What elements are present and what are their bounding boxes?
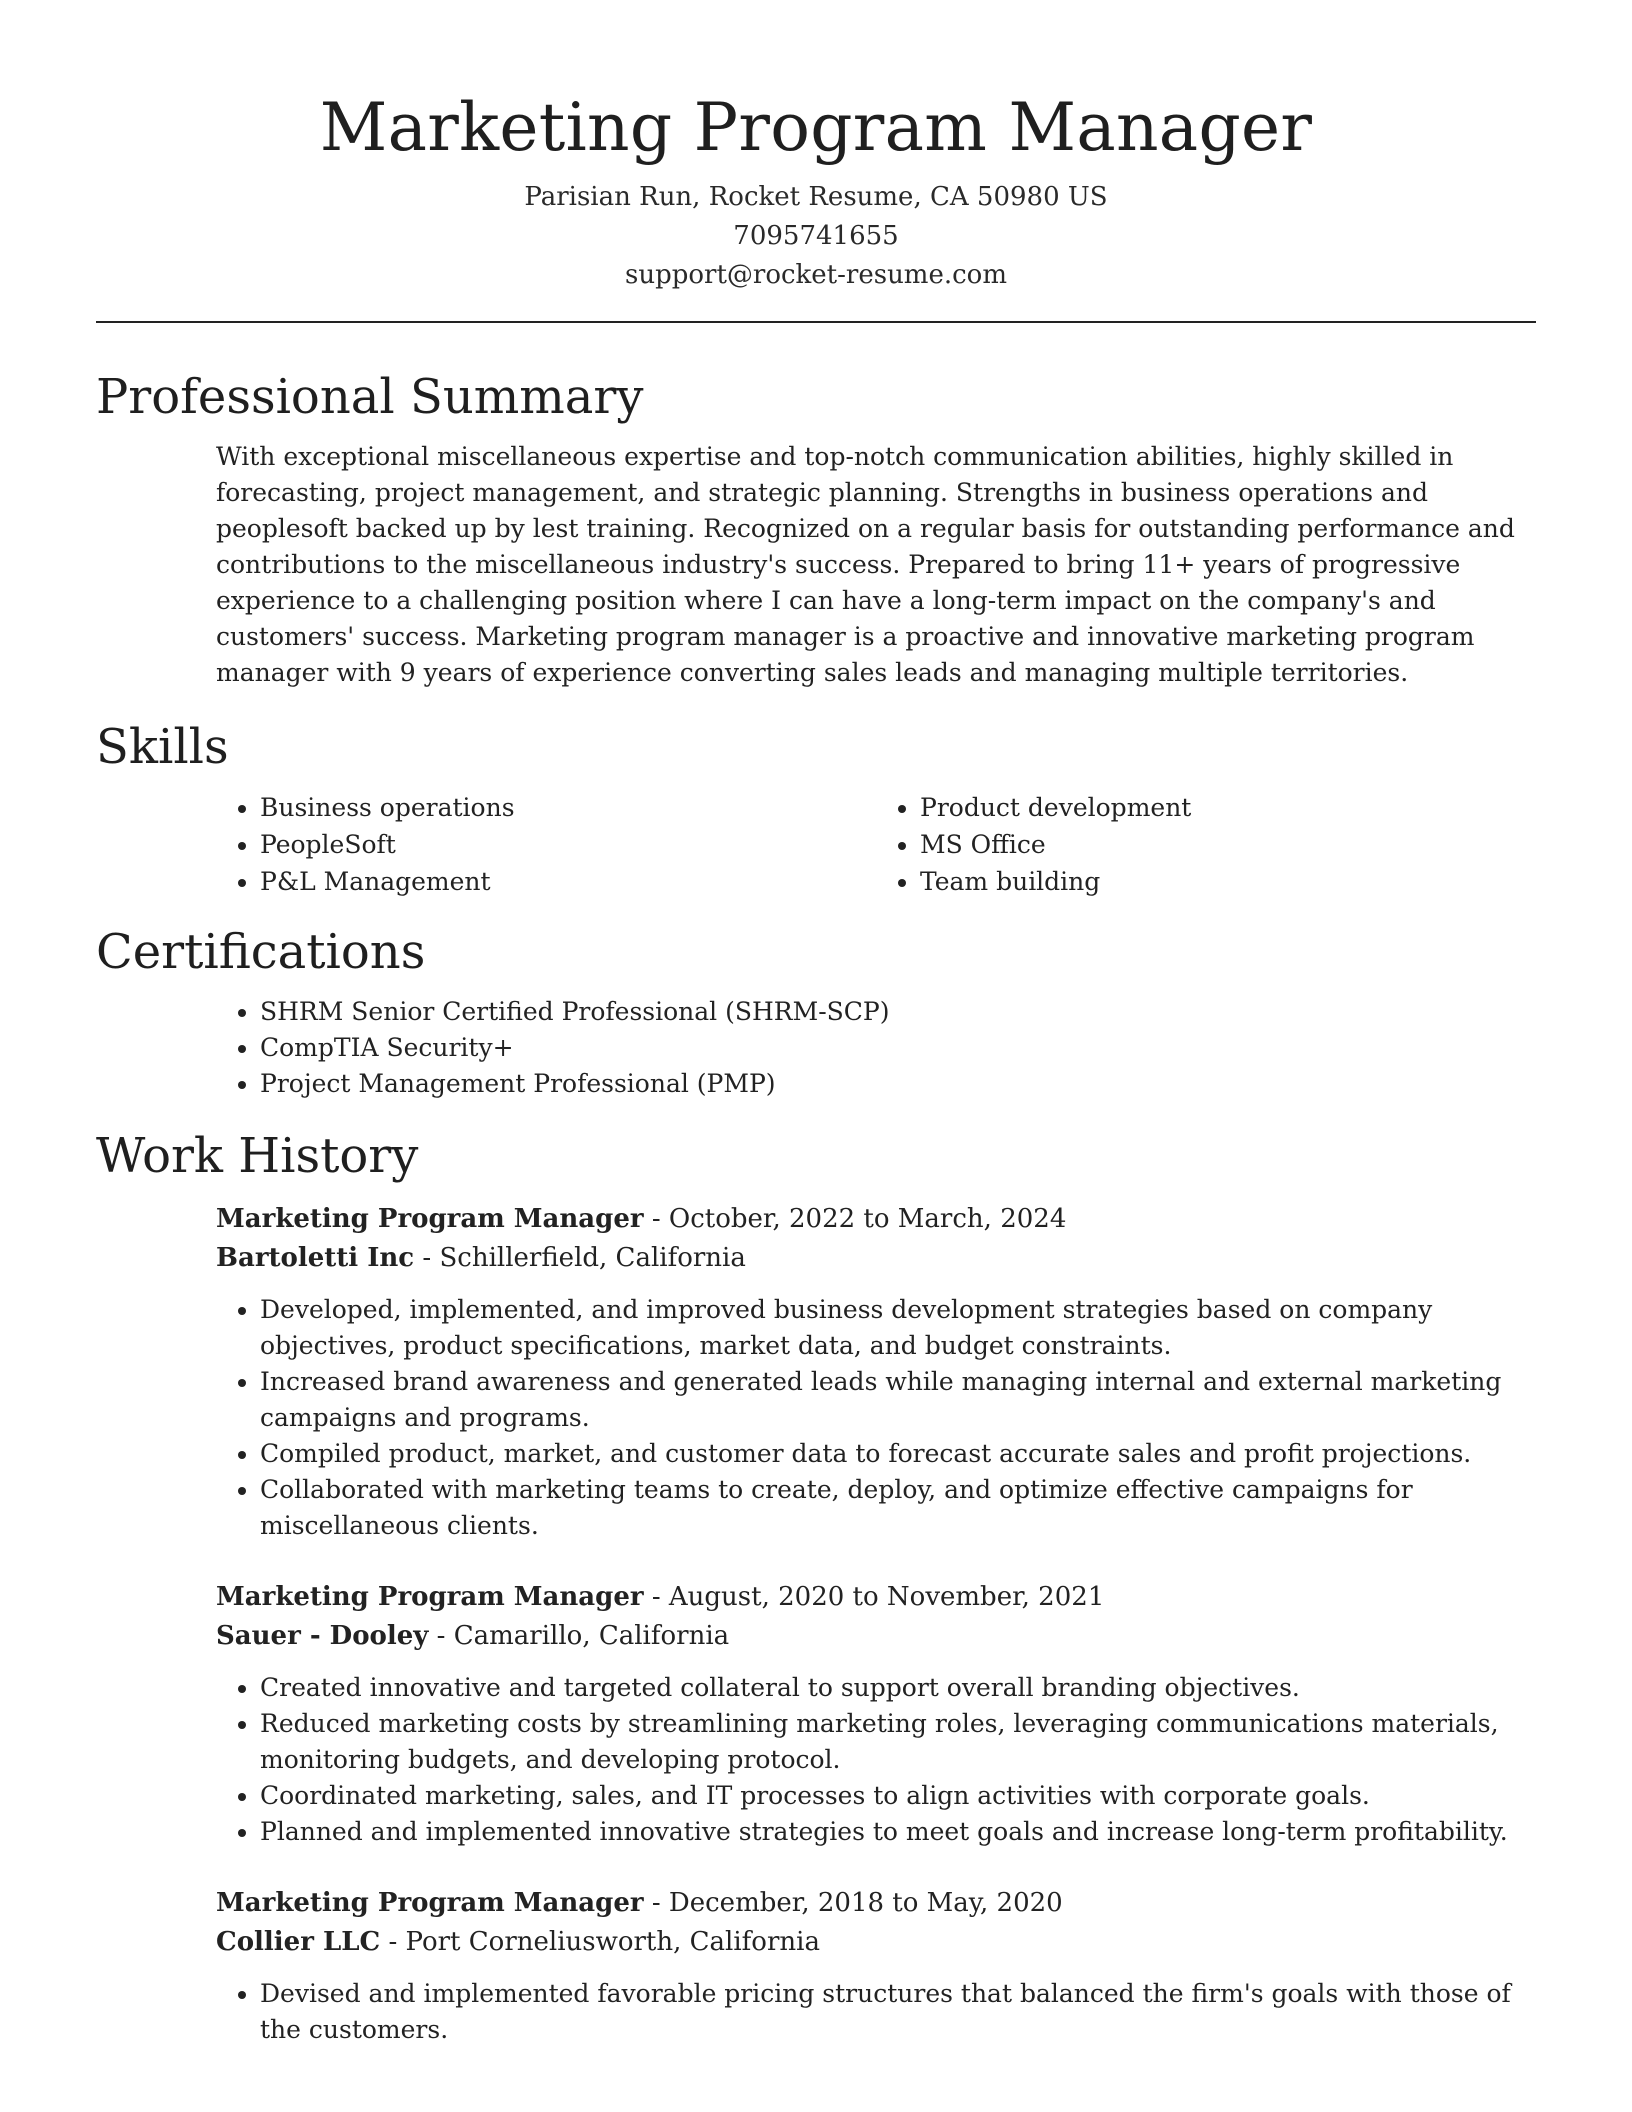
- contact-phone: 7095741655: [733, 221, 899, 251]
- job-location: - Port Corneliusworth, California: [380, 1927, 820, 1957]
- skill-item: • PeopleSoft: [260, 826, 876, 863]
- job-bullet: • Collaborated with marketing teams to create, deploy, and optimize effective campaigns for miscellaneous clients.: [260, 1472, 1536, 1544]
- skills-column-left: [216, 789, 876, 900]
- header-divider: [96, 321, 1536, 323]
- skill-item: • Team building: [920, 863, 1536, 900]
- job-entry: [216, 1200, 1536, 1544]
- job-company: Collier LLC: [216, 1927, 381, 1957]
- skill-item: • MS Office: [920, 826, 1536, 863]
- job-title-line: [216, 1884, 1536, 1923]
- job-title: Marketing Program Manager: [216, 1582, 644, 1612]
- certification-item: • SHRM Senior Certified Professional (SHRM-SCP): [260, 994, 1536, 1030]
- job-company-line: [216, 1239, 1536, 1278]
- section-heading-work: Work History: [96, 1128, 419, 1184]
- contact-email: support@rocket-resume.com: [624, 260, 1007, 290]
- job-bullet: • Reduced marketing costs by streamlining marketing roles, leveraging communications materials, monitoring budgets, and developing protocol.: [260, 1706, 1536, 1778]
- job-title-line: [216, 1578, 1536, 1617]
- job-bullet-list: [216, 1292, 1536, 1544]
- job-title: Marketing Program Manager: [216, 1204, 644, 1234]
- job-title-line: [216, 1200, 1536, 1239]
- section-heading-certifications: Certifications: [96, 924, 426, 980]
- job-company: Sauer - Dooley: [216, 1621, 429, 1651]
- job-dates: - December, 2018 to May, 2020: [643, 1888, 1063, 1918]
- job-bullet: • Developed, implemented, and improved business development strategies based on company objectives, product specifications, market data, and budget constraints.: [260, 1292, 1536, 1364]
- job-location: - Camarillo, California: [428, 1621, 730, 1651]
- skill-item: • Product development: [920, 789, 1536, 826]
- job-entry: [216, 1884, 1536, 2048]
- job-bullet: • Increased brand awareness and generated leads while managing internal and external marketing campaigns and programs.: [260, 1364, 1536, 1436]
- skill-item: • Business operations: [260, 789, 876, 826]
- skills-grid: [216, 789, 1536, 900]
- job-company-line: [216, 1923, 1536, 1962]
- section-summary: [96, 367, 1536, 691]
- section-work-history: [96, 1126, 1536, 2048]
- job-bullet: • Planned and implemented innovative strategies to meet goals and increase long-term profitability.: [260, 1814, 1536, 1850]
- certification-list: [216, 994, 1536, 1102]
- job-dates: - August, 2020 to November, 2021: [643, 1582, 1105, 1612]
- job-company-line: [216, 1617, 1536, 1656]
- job-bullet-list: [216, 1670, 1536, 1850]
- summary-text: With exceptional miscellaneous expertise and top-notch communication abilities, highly skilled in forecasting, project management, and strategic planning. Strengths in business operations and peoplesoft backed up by lest training. Recognized on a regular basis for outstanding performance and contributions to the miscellaneous industry's success. Prepared to bring 11+ years of progressive experience to a challenging position where I can have a long-term impact on the company's and customers' success. Marketing program manager is a proactive and innovative marketing program manager with 9 years of experience converting sales leads and managing multiple territories.: [216, 442, 1515, 687]
- job-bullet: • Created innovative and targeted collateral to support overall branding objectives.: [260, 1670, 1536, 1706]
- skills-column-right: [876, 789, 1536, 900]
- section-certifications: [96, 922, 1536, 1102]
- job-dates: - October, 2022 to March, 2024: [643, 1204, 1067, 1234]
- job-bullet: • Devised and implemented favorable pricing structures that balanced the firm's goals with those of the customers.: [260, 1976, 1536, 2048]
- certification-item: • Project Management Professional (PMP): [260, 1066, 1536, 1102]
- job-company: Bartoletti Inc: [216, 1243, 415, 1273]
- page-title: Marketing Program Manager: [319, 89, 1313, 166]
- job-bullet: • Coordinated marketing, sales, and IT processes to align activities with corporate goals.: [260, 1778, 1536, 1814]
- contact-address: Parisian Run, Rocket Resume, CA 50980 US: [524, 182, 1108, 212]
- certification-item: • CompTIA Security+: [260, 1030, 1536, 1066]
- job-entry: [216, 1578, 1536, 1850]
- section-skills: [96, 717, 1536, 900]
- resume-header: [96, 0, 1536, 295]
- section-heading-summary: Professional Summary: [96, 369, 644, 425]
- job-location: - Schillerfield, California: [414, 1243, 746, 1273]
- skill-item: • P&L Management: [260, 863, 876, 900]
- job-title: Marketing Program Manager: [216, 1888, 644, 1918]
- resume-page: [96, 0, 1536, 2048]
- job-bullet: • Compiled product, market, and customer data to forecast accurate sales and profit projections.: [260, 1436, 1536, 1472]
- job-bullet-list: [216, 1976, 1536, 2048]
- section-heading-skills: Skills: [96, 719, 229, 775]
- contact-info: [96, 178, 1536, 295]
